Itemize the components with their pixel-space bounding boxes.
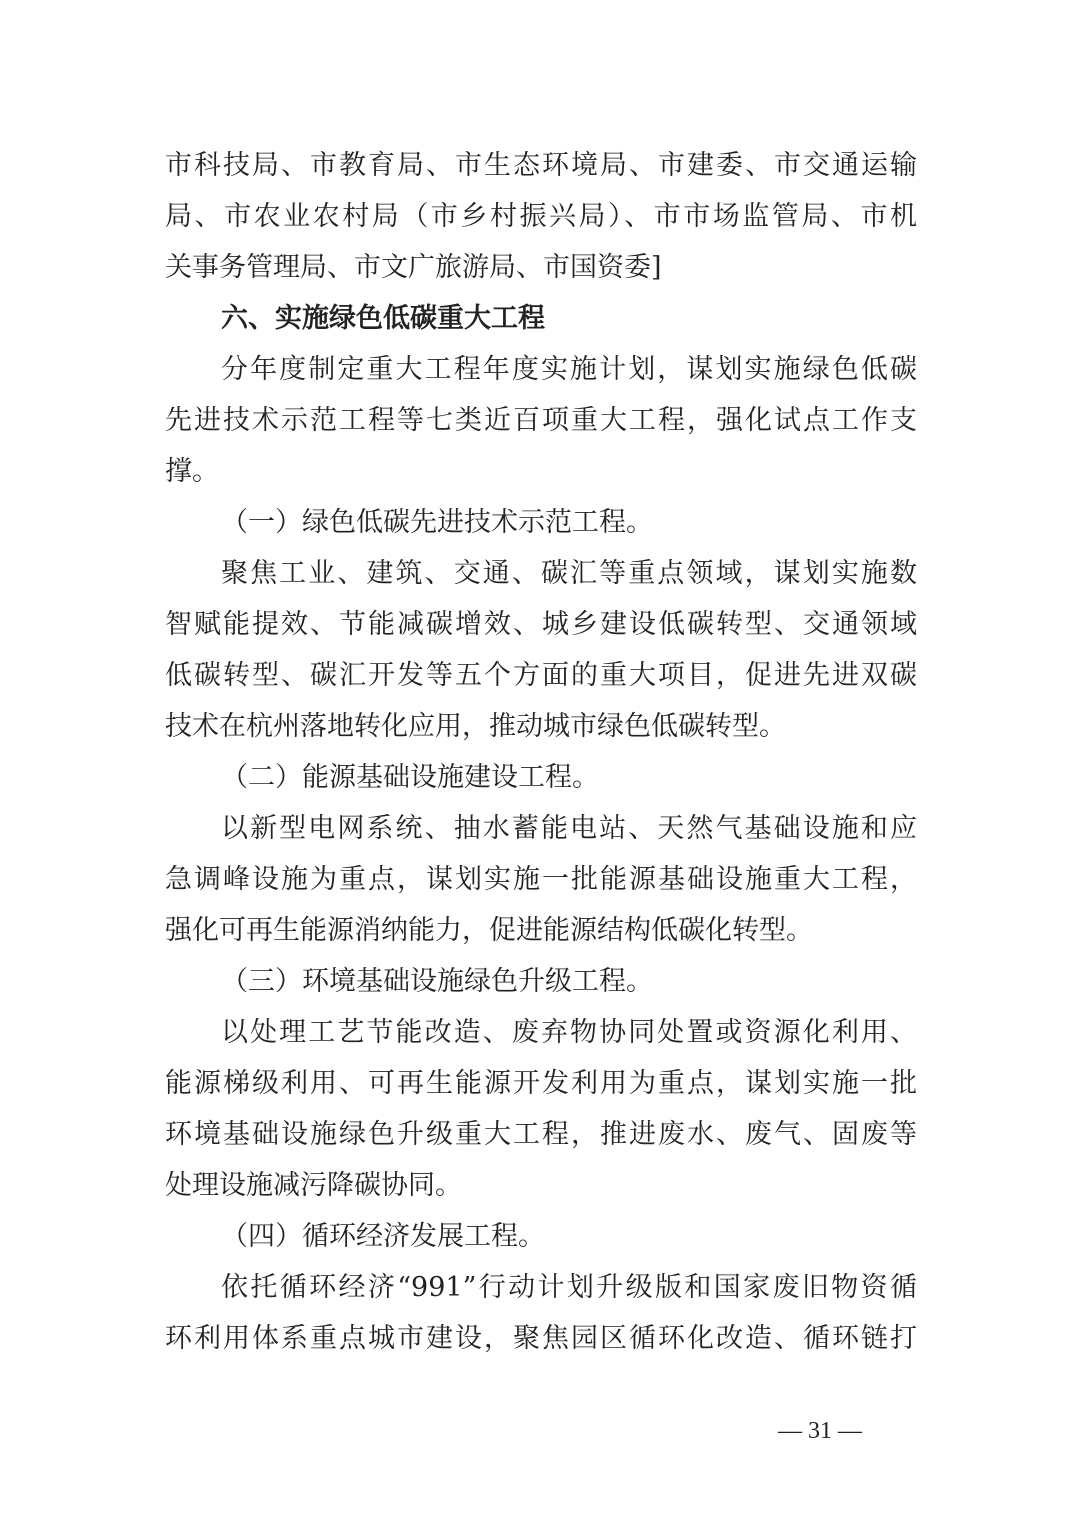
text-line: 依托循环经济“991”行动计划升级版和国家废旧物资循: [221, 1272, 917, 1303]
text-line: 处理设施减污降碳协同。: [165, 1170, 462, 1201]
text-line: 先进技术示范工程等七类近百项重大工程，强化试点工作支: [165, 405, 917, 436]
text-line: 环利用体系重点城市建设，聚焦园区循环化改造、循环链打: [165, 1323, 917, 1354]
subsection-heading: （三）环境基础设施绿色升级工程。: [221, 966, 653, 997]
text-line: 能源梯级利用、可再生能源开发利用为重点，谋划实施一批: [165, 1068, 917, 1099]
document-body: [165, 140, 917, 1364]
text-line: 强化可再生能源消纳能力，促进能源结构低碳化转型。: [165, 915, 813, 946]
section-heading: 六、实施绿色低碳重大工程: [221, 303, 545, 334]
text-line: 撑。: [165, 456, 219, 487]
text-line: 以处理工艺节能改造、废弃物协同处置或资源化利用、: [221, 1017, 917, 1048]
text-line: 市科技局、市教育局、市生态环境局、市建委、市交通运输: [165, 150, 917, 181]
text-line: 低碳转型、碳汇开发等五个方面的重大项目，促进先进双碳: [165, 660, 917, 691]
text-line: 关事务管理局、市文广旅游局、市国资委]: [165, 252, 662, 283]
subsection-heading: （一）绿色低碳先进技术示范工程。: [221, 507, 653, 538]
text-line: 分年度制定重大工程年度实施计划，谋划实施绿色低碳: [221, 354, 917, 385]
subsection-heading: （四）循环经济发展工程。: [221, 1221, 545, 1252]
text-line: 以新型电网系统、抽水蓄能电站、天然气基础设施和应: [221, 813, 917, 844]
text-line: 聚焦工业、建筑、交通、碳汇等重点领域，谋划实施数: [221, 558, 917, 589]
text-line: 智赋能提效、节能减碳增效、城乡建设低碳转型、交通领域: [165, 609, 917, 640]
text-line: 技术在杭州落地转化应用，推动城市绿色低碳转型。: [165, 711, 786, 742]
page-number: — 31 —: [778, 1418, 862, 1444]
text-line: 环境基础设施绿色升级重大工程，推进废水、废气、固废等: [165, 1119, 917, 1150]
text-line: 局、市农业农村局（市乡村振兴局）、市市场监管局、市机: [165, 201, 917, 232]
subsection-heading: （二）能源基础设施建设工程。: [221, 762, 599, 793]
text-line: 急调峰设施为重点，谋划实施一批能源基础设施重大工程，: [165, 864, 917, 895]
